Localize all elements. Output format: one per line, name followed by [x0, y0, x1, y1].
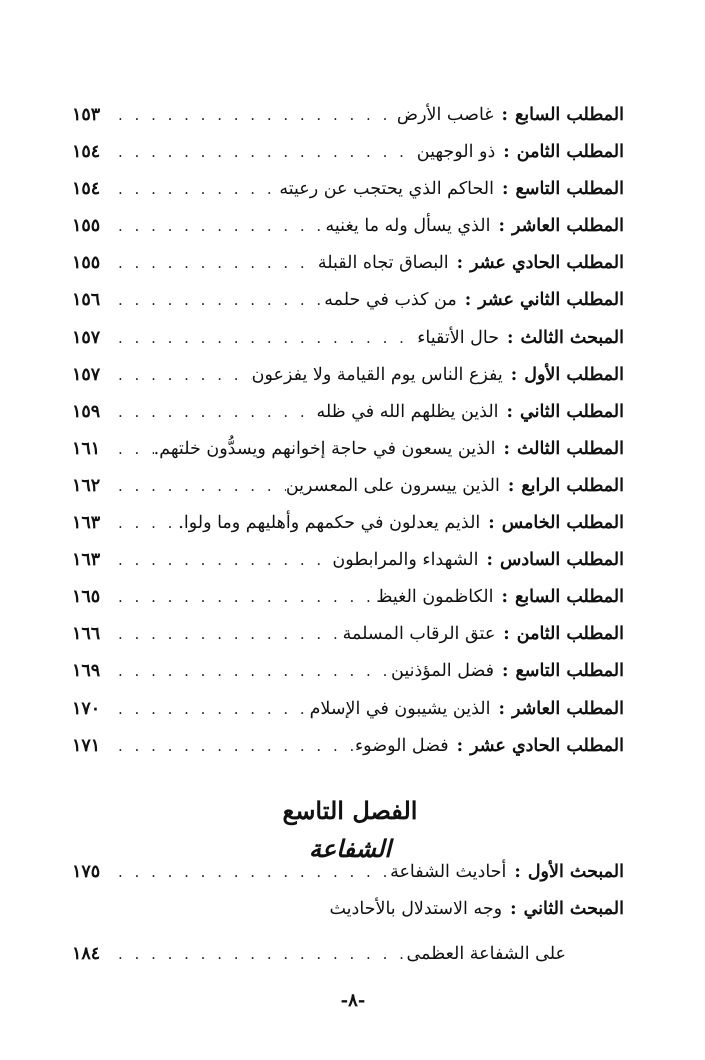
- toc-row: [72, 216, 624, 253]
- toc-label: المطلب الثالث: [516, 438, 624, 459]
- toc-leader-dots: [112, 662, 391, 680]
- toc-page-number: ١٦٩: [72, 661, 101, 682]
- toc-separator: :: [514, 862, 521, 882]
- toc-leader-dots: [112, 477, 286, 495]
- toc-separator: :: [464, 290, 472, 311]
- toc-leader-dots: [112, 106, 397, 124]
- toc-label: المطلب الحادي عشر: [470, 735, 624, 756]
- toc-separator: :: [498, 216, 505, 237]
- toc-leader-dots: [112, 625, 343, 643]
- toc-leader-dots: [112, 180, 279, 198]
- toc-title: الذين يشيبون في الإسلام: [309, 698, 491, 719]
- toc-page-number: ١٥٩: [72, 401, 101, 422]
- toc-row-continuation: [72, 944, 624, 981]
- toc-row: [72, 402, 624, 439]
- toc-separator: :: [498, 698, 505, 719]
- toc-leader-dots: [112, 588, 376, 606]
- toc-separator: :: [488, 513, 495, 534]
- toc-row: [72, 736, 624, 773]
- toc-separator: :: [502, 661, 509, 682]
- toc-label: المطلب الخامس: [501, 513, 624, 534]
- toc-leader-dots: [112, 291, 324, 309]
- toc-label: المطلب الحادي عشر: [470, 253, 624, 274]
- toc-title: وجه الاستدلال بالأحاديث: [329, 899, 503, 920]
- toc-row: [72, 179, 624, 216]
- toc-page-number: ١٥٧: [72, 364, 101, 385]
- toc-label: المبحث الثالث: [520, 327, 624, 348]
- toc-separator: :: [456, 253, 464, 274]
- toc-title: أحاديث الشفاعة: [390, 862, 507, 882]
- toc-separator: :: [507, 475, 515, 496]
- toc-leader-dots: [112, 366, 252, 384]
- toc-label: المبحث الأول: [527, 862, 624, 882]
- toc-row: [72, 862, 624, 899]
- toc-row: [72, 699, 624, 736]
- toc-title: الكاظمون الغيظ: [376, 587, 494, 608]
- page-number: -٨-: [340, 990, 366, 1011]
- toc-row: [72, 290, 624, 327]
- toc-separator: :: [456, 735, 464, 756]
- toc-row: [72, 513, 624, 550]
- toc-title: غاصب الأرض: [396, 105, 494, 125]
- toc-label: المطلب الثاني: [519, 401, 624, 422]
- toc-label: المطلب الرابع: [521, 475, 624, 496]
- toc-separator: :: [506, 401, 513, 422]
- toc-list: [72, 105, 624, 773]
- toc-label: المطلب السادس: [499, 550, 624, 571]
- chapter-subheading: الشفاعة: [308, 834, 392, 863]
- chapter-heading: الفصل التاسع: [282, 796, 418, 825]
- toc-page-number: ١٥٦: [72, 290, 101, 311]
- toc-title: فضل المؤذنين: [391, 661, 494, 682]
- toc-title: الشهداء والمرابطون: [332, 550, 479, 571]
- toc-row: [72, 476, 624, 513]
- toc-page-number: ١٨٤: [72, 944, 101, 965]
- toc-separator: :: [502, 179, 509, 200]
- toc-title: الذي يسأل وله ما يغنيه: [325, 216, 491, 237]
- toc-leader-dots: [112, 329, 417, 347]
- toc-title: فضل الوضوء: [354, 735, 449, 756]
- toc-page-number: ١٧١: [72, 735, 101, 756]
- toc-separator: :: [501, 105, 508, 125]
- toc-page-number: ١٦٦: [72, 624, 101, 645]
- toc-row: [72, 661, 624, 698]
- toc-separator: :: [501, 587, 508, 608]
- toc-separator: :: [503, 142, 510, 163]
- toc-page-number: ١٦٣: [72, 513, 101, 534]
- toc-label: المطلب التاسع: [515, 179, 624, 200]
- toc-row: [72, 899, 624, 936]
- toc-separator: :: [503, 438, 510, 459]
- toc-label: المطلب العاشر: [511, 216, 624, 237]
- toc-title: على الشفاعة العظمى: [406, 944, 566, 965]
- toc-separator: :: [486, 550, 493, 571]
- toc-title: من كذب في حلمه: [324, 290, 457, 311]
- toc-page-number: ١٥٤: [72, 179, 101, 200]
- toc-page-number: ١٧٠: [72, 698, 101, 719]
- toc-page-number: ١٥٥: [72, 216, 101, 237]
- toc-title: يفزع الناس يوم القيامة ولا يفزعون: [251, 364, 503, 385]
- toc-leader-dots: [112, 863, 390, 881]
- toc-leader-dots: [112, 551, 332, 569]
- toc-label: المطلب الثامن: [516, 142, 624, 163]
- toc-label: المطلب الثامن: [516, 624, 624, 645]
- toc-label: المطلب الأول: [524, 364, 624, 385]
- toc-page-number: ١٦٣: [72, 550, 101, 571]
- toc-leader-dots: [112, 217, 326, 235]
- toc-title: حال الأتقياء: [417, 327, 500, 348]
- toc-title: الحاكم الذي يحتجب عن رعيته: [279, 179, 494, 200]
- toc-label: المطلب السابع: [514, 105, 624, 125]
- toc-row: [72, 105, 624, 142]
- toc-title: البصاق تجاه القبلة: [317, 253, 449, 274]
- toc-row: [72, 253, 624, 290]
- toc-label: المطلب السابع: [514, 587, 624, 608]
- toc-leader-dots: [112, 945, 407, 963]
- toc-page-number: ١٥٥: [72, 253, 101, 274]
- toc-leader-dots: [112, 440, 154, 458]
- toc-title: عتق الرقاب المسلمة: [342, 624, 496, 645]
- toc-title: الذين يظلهم الله في ظله: [316, 401, 499, 422]
- toc-title: ذو الوجهين: [416, 142, 496, 163]
- toc-leader-dots: [112, 700, 310, 718]
- toc-leader-dots: [112, 403, 317, 421]
- toc-row: [72, 365, 624, 402]
- toc-label: المطلب الثاني عشر: [478, 290, 624, 311]
- toc-leader-dots: [112, 254, 318, 272]
- toc-separator: :: [510, 899, 517, 920]
- toc-title: الذين ييسرون على المعسرين: [285, 475, 500, 496]
- toc-separator: :: [510, 364, 518, 385]
- toc-page-number: ١٥٧: [72, 327, 101, 348]
- toc-title: الذيم يعدلون في حكمهم وأهليهم وما ولوا.: [178, 513, 481, 534]
- toc-page-number: ١٥٤: [72, 142, 101, 163]
- toc-page-number: ١٥٣: [72, 105, 101, 125]
- toc-separator: :: [507, 327, 514, 348]
- toc-label: المبحث الثاني: [523, 899, 624, 920]
- toc-row: [72, 587, 624, 624]
- toc-leader-dots: [112, 143, 417, 161]
- toc-row: [72, 550, 624, 587]
- toc-title: الذين يسعون في حاجة إخوانهم ويسدُّون خلتهم.: [153, 438, 496, 459]
- toc-list-chapter-9: [72, 862, 624, 981]
- toc-leader-dots: [112, 514, 178, 532]
- toc-page-number: ١٦٢: [72, 475, 101, 496]
- toc-row: [72, 142, 624, 179]
- toc-page-number: ١٧٥: [72, 862, 101, 882]
- toc-row: [72, 439, 624, 476]
- toc-row: [72, 328, 624, 365]
- toc-label: المطلب التاسع: [515, 661, 624, 682]
- toc-label: المطلب العاشر: [511, 698, 624, 719]
- toc-leader-dots: [112, 737, 355, 755]
- toc-separator: :: [503, 624, 510, 645]
- toc-page-number: ١٦١: [72, 438, 101, 459]
- toc-page-number: ١٦٥: [72, 587, 101, 608]
- toc-row: [72, 624, 624, 661]
